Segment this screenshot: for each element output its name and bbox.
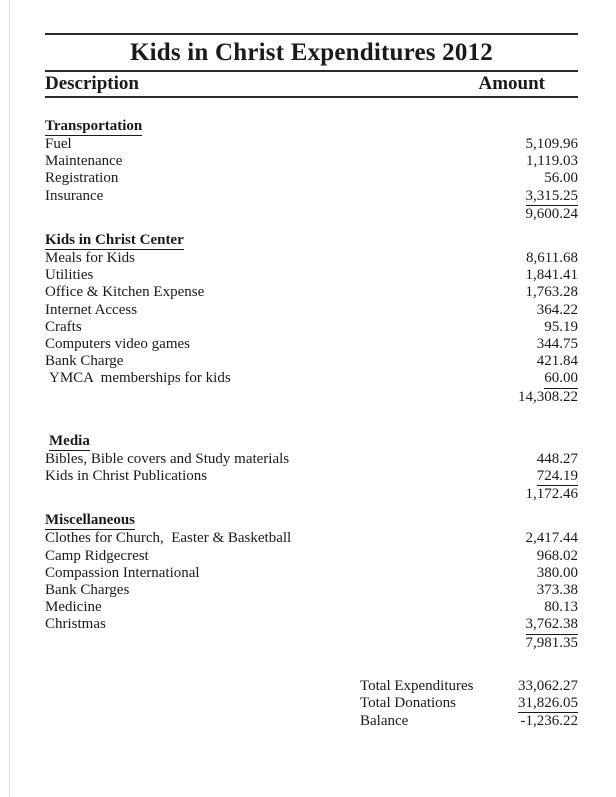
expense-amount-value: 364.22: [536, 301, 578, 318]
section-subtotal-value: 9,600.24: [525, 205, 578, 222]
expense-label: Clothes for Church, Easter & Basketball: [45, 530, 292, 547]
section-subtotal-amount: [482, 389, 578, 406]
column-header-description: Description: [45, 73, 139, 94]
section-gap: [45, 503, 578, 511]
expense-amount-value: 5,109.96: [525, 136, 578, 152]
expense-row: [45, 565, 578, 582]
expense-amount: [482, 530, 578, 547]
totals-amount: [482, 713, 578, 730]
expense-label: Fuel: [45, 136, 72, 152]
expense-amount: [482, 565, 578, 582]
expense-amount: [482, 302, 578, 319]
expense-amount: [482, 284, 578, 301]
totals-label: Balance: [360, 713, 409, 730]
totals-label: Total Donations: [360, 695, 457, 712]
expense-amount-value: 1,119.03: [526, 153, 578, 170]
expense-row: [45, 170, 578, 187]
totals-row: [360, 678, 578, 695]
expense-label: Compassion International: [45, 564, 200, 581]
column-header-amount: Amount: [478, 73, 545, 94]
section-subtotal-value: 1,172.46: [525, 486, 578, 503]
expense-label: Bank Charges: [45, 582, 130, 599]
expense-amount: [482, 136, 578, 153]
expense-amount-value: 421.84: [536, 353, 578, 370]
expense-label: Bibles, Bible covers and Study materials: [45, 450, 290, 467]
expense-label: Maintenance: [45, 153, 123, 170]
expense-amount: [482, 250, 578, 267]
section-gap: [45, 223, 578, 231]
document-sheet: [45, 0, 578, 730]
expense-amount-value: 380.00: [536, 564, 578, 581]
section-heading-wrapper: [45, 511, 578, 530]
expense-row: [45, 530, 578, 547]
expense-label: Meals for Kids: [45, 250, 135, 267]
section-subtotal-amount: [482, 486, 578, 503]
expense-amount-value: 3,315.25: [526, 188, 579, 206]
section-subtotal-row: [45, 206, 578, 223]
section-subtotal-value: 7,981.35: [525, 634, 578, 651]
section-heading: Media: [49, 432, 90, 449]
section-subtotal-row: [45, 389, 578, 406]
expense-label: Bank Charge: [45, 353, 124, 370]
expense-row: [45, 599, 578, 616]
expense-row: [45, 188, 578, 206]
expense-row: [45, 451, 578, 468]
totals-amount: [482, 695, 578, 713]
expense-label: Computers video games: [45, 336, 190, 353]
expense-amount: [482, 336, 578, 353]
totals-amount: [482, 678, 578, 695]
expense-amount: [482, 188, 578, 206]
expense-row: [45, 616, 578, 634]
expense-row: [45, 302, 578, 319]
expense-row: [45, 250, 578, 267]
section-heading: Transportation: [45, 118, 143, 134]
expense-amount-value: 56.00: [544, 170, 578, 187]
expense-amount-value: 1,841.41: [525, 267, 578, 284]
section-subtotal-amount: [482, 635, 578, 652]
expense-label: Crafts: [45, 318, 82, 335]
totals-amount-value: -1,236.22: [520, 713, 578, 730]
expense-amount: [482, 170, 578, 187]
section-subtotal-row: [45, 635, 578, 652]
totals-label: Total Expenditures: [360, 677, 474, 694]
column-header-row: [45, 72, 578, 96]
expense-amount-value: 448.27: [536, 450, 578, 467]
totals-block: [45, 678, 578, 731]
expense-row: [45, 267, 578, 284]
expense-row: [45, 370, 578, 388]
totals-row: [360, 695, 578, 713]
expense-amount: [482, 468, 578, 486]
expense-amount: [482, 353, 578, 370]
expense-amount: [482, 153, 578, 170]
expense-label: Medicine: [45, 599, 102, 616]
expense-amount: [482, 319, 578, 336]
section-subtotal-amount: [482, 206, 578, 223]
section-gap: [45, 406, 578, 432]
totals-amount-value: 31,826.05: [518, 695, 578, 713]
expense-amount-value: 80.13: [544, 599, 578, 616]
expense-label: Registration: [45, 170, 119, 187]
section-subtotal-row: [45, 486, 578, 503]
expense-label: Internet Access: [45, 301, 138, 318]
expense-section: [45, 117, 578, 223]
expense-row: [45, 336, 578, 353]
expense-amount: [482, 267, 578, 284]
expense-amount: [482, 370, 578, 388]
expense-row: [45, 353, 578, 370]
expense-label: Insurance: [45, 187, 104, 204]
expense-amount-value: 1,763.28: [525, 284, 578, 301]
sections-container: [45, 117, 578, 652]
expense-label: Camp Ridgecrest: [45, 547, 149, 564]
expense-amount: [482, 548, 578, 565]
scan-edge-line: [9, 0, 10, 797]
expense-amount: [482, 582, 578, 599]
expense-amount-value: 2,417.44: [525, 530, 578, 547]
expense-label: YMCA memberships for kids: [49, 370, 231, 387]
header-bottom-rule: [45, 96, 578, 98]
expense-row: [45, 319, 578, 336]
expense-row: [45, 548, 578, 565]
expense-section: [45, 231, 578, 406]
section-heading: Kids in Christ Center: [45, 232, 184, 249]
expense-row: [45, 582, 578, 599]
section-heading-wrapper: [45, 231, 578, 250]
expense-section: [45, 511, 578, 651]
expense-amount-value: 724.19: [537, 468, 578, 486]
expense-amount-value: 95.19: [544, 318, 578, 335]
section-heading-wrapper: [45, 432, 578, 451]
section-heading-wrapper: [45, 117, 578, 136]
expense-row: [45, 284, 578, 301]
expense-row: [45, 153, 578, 170]
totals-row: [360, 713, 578, 730]
expense-row: [45, 136, 578, 153]
section-heading: Miscellaneous: [45, 512, 135, 529]
expense-amount: [482, 451, 578, 468]
expense-label: Utilities: [45, 267, 94, 284]
expense-amount: [482, 599, 578, 616]
expense-row: [45, 468, 578, 486]
expense-amount: [482, 616, 578, 634]
expense-label: Christmas: [45, 616, 106, 633]
expense-label: Office & Kitchen Expense: [45, 284, 205, 301]
section-subtotal-value: 14,308.22: [518, 388, 578, 405]
expense-amount-value: 60.00: [544, 370, 578, 388]
page-title: Kids in Christ Expenditures 2012: [130, 39, 493, 66]
expense-amount-value: 344.75: [536, 336, 578, 353]
expense-amount-value: 373.38: [536, 582, 578, 599]
expense-amount-value: 968.02: [536, 547, 578, 564]
expense-amount-value: 8,611.68: [526, 250, 578, 267]
expense-label: Kids in Christ Publications: [45, 468, 208, 485]
expense-section: [45, 432, 578, 504]
expense-amount-value: 3,762.38: [526, 616, 579, 634]
totals-amount-value: 33,062.27: [518, 677, 578, 694]
